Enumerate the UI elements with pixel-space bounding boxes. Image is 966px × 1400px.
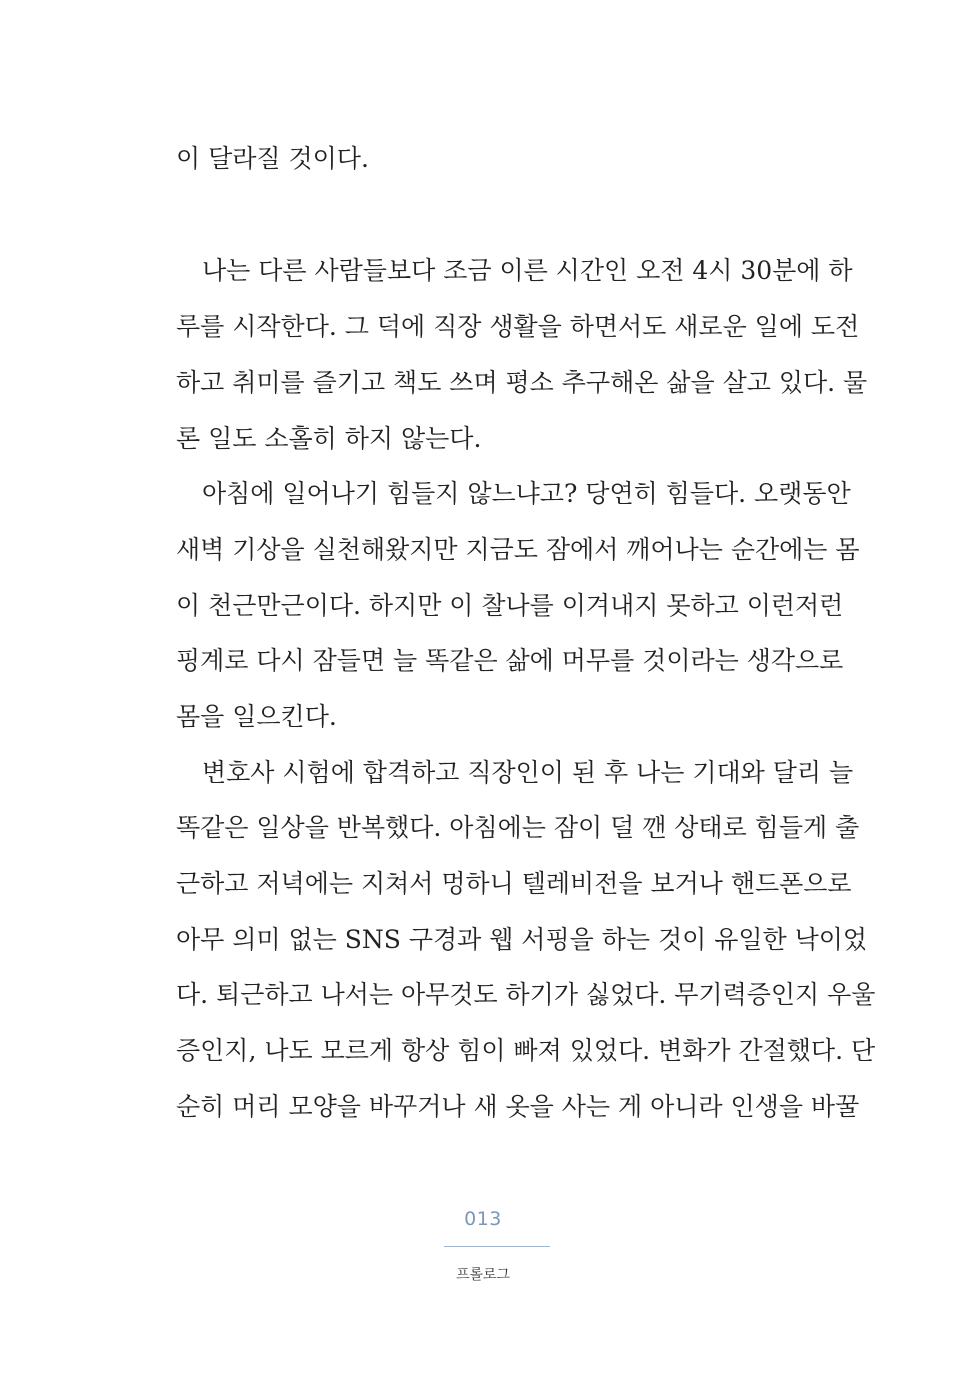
text-line-5: 론 일도 소홀히 하지 않는다. <box>176 424 482 453</box>
text-line-9: 핑계로 다시 잠들면 늘 똑같은 삶에 머무를 것이라는 생각으로 <box>176 646 844 675</box>
text-line-13: 근하고 저녁에는 지쳐서 멍하니 텔레비전을 보거나 핸드폰으로 <box>176 869 852 898</box>
text-line-2: 나는 다른 사람들보다 조금 이른 시간인 오전 4시 30분에 하 <box>202 256 853 285</box>
text-line-4: 하고 취미를 즐기고 책도 쓰며 평소 추구해온 삶을 살고 있다. 물 <box>176 368 868 397</box>
text-line-14: 아무 의미 없는 SNS 구경과 웹 서핑을 하는 것이 유일한 낙이었 <box>176 925 868 954</box>
text-line-8: 이 천근만근이다. 하지만 이 찰나를 이겨내지 못하고 이런저런 <box>176 591 844 620</box>
text-line-3: 루를 시작한다. 그 덕에 직장 생활을 하면서도 새로운 일에 도전 <box>176 312 860 341</box>
text-line-10: 몸을 일으킨다. <box>176 702 337 731</box>
text-line-15: 다. 퇴근하고 나서는 아무것도 하기가 싫었다. 무기력증인지 우울 <box>176 980 876 1009</box>
text-line-6: 아침에 일어나기 힘들지 않느냐고? 당연히 힘들다. 오랫동안 <box>202 479 851 508</box>
text-line-12: 똑같은 일상을 반복했다. 아침에는 잠이 덜 깬 상태로 힘들게 출 <box>176 813 860 842</box>
text-line-16: 증인지, 나도 모르게 항상 힘이 빠져 있었다. 변화가 간절했다. 단 <box>176 1036 876 1065</box>
text-line-7: 새벽 기상을 실천해왔지만 지금도 잠에서 깨어나는 순간에는 몸 <box>176 535 860 564</box>
page-number: 013 <box>464 1208 502 1230</box>
footer-divider <box>444 1246 550 1247</box>
text-line-17: 순히 머리 모양을 바꾸거나 새 옷을 사는 게 아니라 인생을 바꿀 <box>176 1092 860 1121</box>
section-label: 프롤로그 <box>455 1267 511 1283</box>
text-line-1: 이 달라질 것이다. <box>176 144 369 173</box>
text-line-11: 변호사 시험에 합격하고 직장인이 된 후 나는 기대와 달리 늘 <box>202 758 854 787</box>
